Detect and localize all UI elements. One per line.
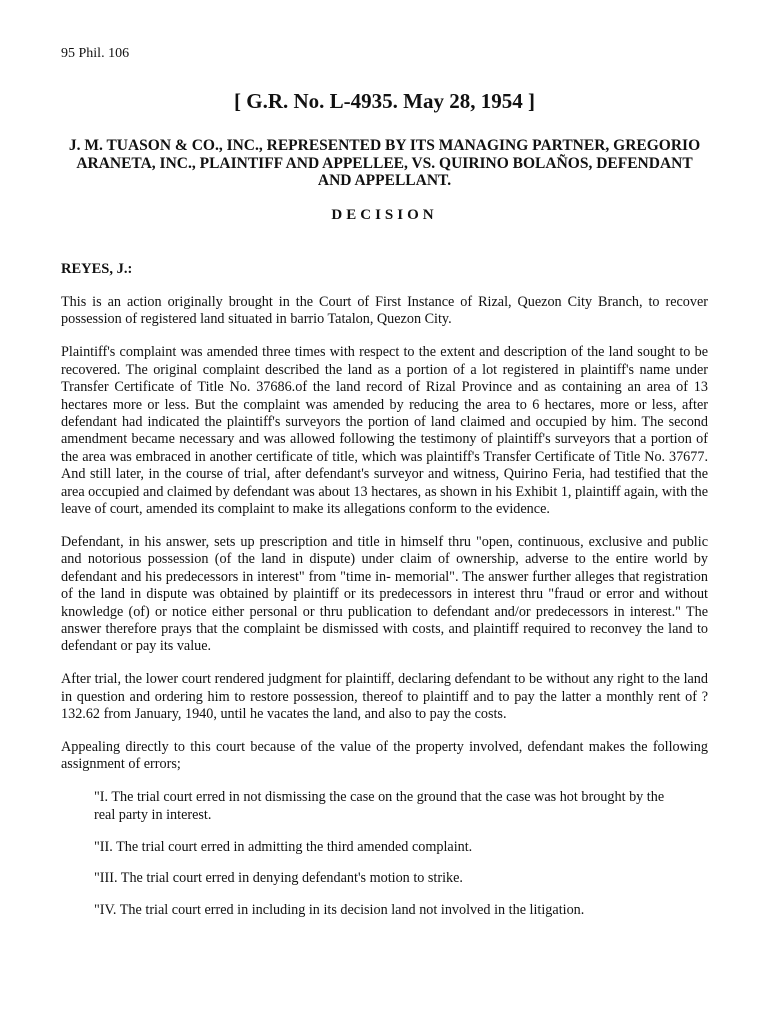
ponente: REYES, J.:	[61, 261, 133, 277]
case-number-title: [ G.R. No. L-4935. May 28, 1954 ]	[234, 89, 535, 113]
paragraph: After trial, the lower court rendered judgment for plaintiff, declaring defendant to be without any right to the land in question and ordering him to restore possession, thereof to plaintiff and to pay the latter a monthly rent of ?132.62 from January, 1940, until he vacates the land, and also to pay the costs.	[61, 671, 708, 723]
paragraph: This is an action originally brought in the Court of First Instance of Rizal, Quezon City Branch, to recover possession of registered land situated in barrio Tatalon, Quezon City.	[61, 294, 708, 328]
paragraph: Appealing directly to this court because of the value of the property involved, defendant makes the following assignment of errors;	[61, 738, 708, 773]
paragraph: Plaintiff's complaint was amended three times with respect to the extent and description of the land sought to be recovered. The original complaint described the land as a portion of a lot registered in plaintiff's name under Transfer Certificate of Title No. 37686.of the land record of Rizal Province and as containing an area of 13 hectares more or less. But the complaint was amended by reducing the area to 6 hectares, more or less, after defendant had indicated the plaintiff's surveyors the portion of land claimed and occupied by him. The second amendment became necessary and was allowed following the testimony of plaintiff's surveyors that a portion of the area was embraced in another certificate of title, which was plaintiff's Transfer Certificate of Title No. 37677. And still later, in the course of trial, after defendant's surveyor and witness, Quirino Feria, had testified that the area occupied and claimed by defendant was about 13 hectares, as shown in his Exhibit 1, plaintiff again, with the leave of court, amended its complaint to make its allegations conform to the evidence.	[61, 344, 708, 517]
decision-heading: DECISION	[331, 207, 438, 223]
assignment-of-error: "I. The trial court erred in not dismissing the case on the ground that the case was hot brought by the real party in interest.	[94, 789, 665, 823]
citation: 95 Phil. 106	[61, 46, 130, 61]
case-parties: J. M. TUASON & CO., INC., REPRESENTED BY ITS MANAGING PARTNER, GREGORIO ARANETA, INC., PLAINTIFF AND APPELLEE, VS. QUIRINO BOLAÑOS, DEFENDANT AND APPELLANT.	[68, 137, 701, 189]
assignment-of-error: "II. The trial court erred in admitting the third amended complaint.	[94, 838, 473, 855]
assignment-of-error: "III. The trial court erred in denying defendant's motion to strike.	[94, 870, 463, 887]
paragraph: Defendant, in his answer, sets up prescription and title in himself thru "open, continuous, exclusive and public and notorious possession (of the land in dispute) under claim of ownership, adverse to the entire world by defendant and his predecessors in interest" from "time in- memorial". The answer further alleges that registration of the land in dispute was obtained by plaintiff or its predecessors in interest thru "fraud or error and without knowledge (of) or notice either personal or thru publication to defendant and/or predecessors in interest." The answer therefore prays that the complaint be dismissed with costs, and plaintiff required to reconvey the land to defendant or pay its value.	[61, 533, 708, 655]
decision-body	[61, 294, 708, 934]
assignment-of-error: "IV. The trial court erred in including in its decision land not involved in the litigation.	[94, 902, 585, 919]
